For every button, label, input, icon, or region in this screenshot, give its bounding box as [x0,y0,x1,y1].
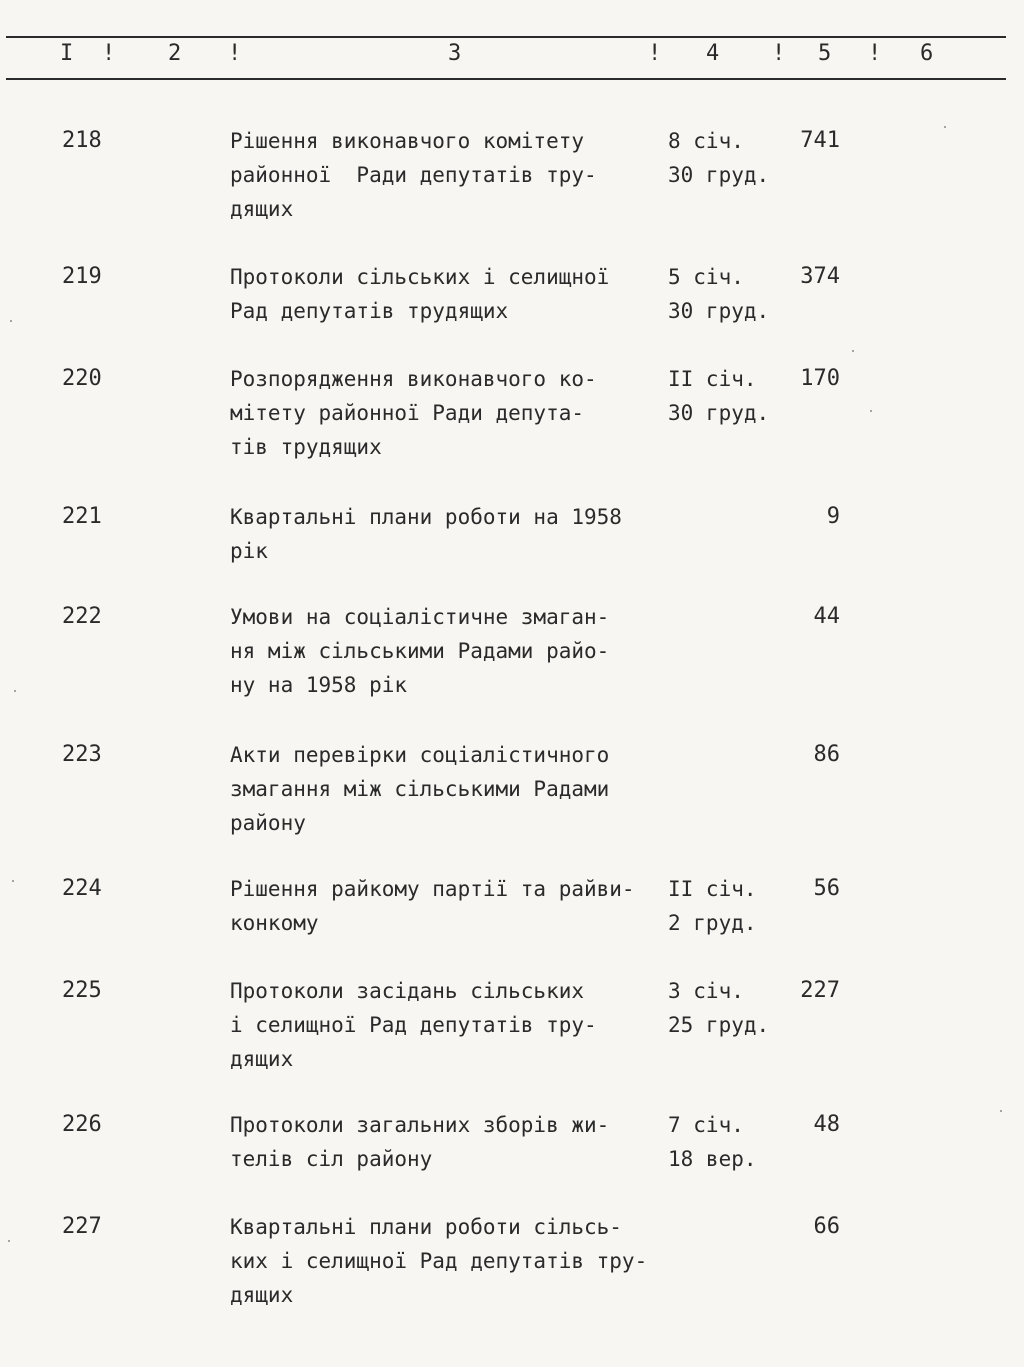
column-header-3: 3 [448,41,462,66]
column-header-6: 6 [920,41,934,66]
description-line: дящих [230,1047,294,1071]
item-description [230,1108,670,1176]
item-description [230,872,670,940]
item-description [230,124,670,226]
column-separator: ! [868,41,882,66]
item-number: 227 [62,1214,102,1239]
description-line: Рішення райкому партії та райви- [230,877,635,901]
column-separator: ! [228,41,242,66]
sheet-count: 56 [813,876,840,901]
date-line: 30 груд. [668,163,770,187]
description-line: Квартальні плани роботи на 1958 [230,505,622,529]
description-line: змагання між сільськими Радами [230,777,610,801]
date-line: 3 січ. [668,979,744,1003]
sheet-count: 227 [800,978,840,1003]
header-bottom-rule [6,78,1006,80]
date-line: 18 вер. [668,1147,757,1171]
paper-speck [10,320,12,322]
item-dates [668,362,769,430]
column-header-1: I [60,41,74,66]
item-number: 224 [62,876,102,901]
item-dates [668,974,769,1042]
date-line: 30 груд. [668,299,770,323]
date-line: 2 груд. [668,911,757,935]
description-line: Квартальні плани роботи сільсь- [230,1215,622,1239]
item-description [230,500,670,568]
description-line: ня між сільськими Радами райо- [230,639,610,663]
column-separator: ! [772,41,786,66]
item-description [230,600,670,702]
description-line: району [230,811,306,835]
item-description [230,260,670,328]
description-line: Умови на соціалістичне змаган- [230,605,610,629]
sheet-count: 9 [826,504,840,529]
description-line: Рад депутатів трудящих [230,299,509,323]
sheet-count: 66 [813,1214,840,1239]
description-line: телів сіл району [230,1147,433,1171]
sheet-count: 48 [813,1112,840,1137]
description-line: конкому [230,911,319,935]
sheet-count: 86 [813,742,840,767]
item-dates [668,260,769,328]
date-line: II січ. [668,367,757,391]
description-line: дящих [230,1283,294,1307]
item-number: 223 [62,742,102,767]
date-line: 7 січ. [668,1113,744,1137]
header-top-rule [6,36,1006,38]
description-line: Акти перевірки соціалістичного [230,743,610,767]
description-line: Протоколи сільських і селищної [230,265,610,289]
paper-speck [852,350,854,352]
date-line: 25 груд. [668,1013,770,1037]
paper-speck [1000,1110,1002,1112]
description-line: дящих [230,197,294,221]
column-header-2: 2 [168,41,182,66]
item-number: 221 [62,504,102,529]
item-description [230,974,670,1076]
item-number: 218 [62,128,102,153]
description-line: рік [230,539,268,563]
item-description [230,1210,670,1312]
item-number: 219 [62,264,102,289]
column-separator: ! [102,41,116,66]
paper-speck [14,690,16,692]
date-line: 30 груд. [668,401,770,425]
description-line: районної Ради депутатів тру- [230,163,597,187]
description-line: і селищної Рад депутатів тру- [230,1013,597,1037]
item-number: 226 [62,1112,102,1137]
item-description [230,738,670,840]
date-line: 5 січ. [668,265,744,289]
description-line: Протоколи засідань сільських [230,979,585,1003]
item-number: 225 [62,978,102,1003]
paper-speck [870,410,872,412]
description-line: тів трудящих [230,435,382,459]
item-number: 220 [62,366,102,391]
sheet-count: 44 [813,604,840,629]
item-dates [668,872,757,940]
item-dates [668,1108,757,1176]
description-line: Розпорядження виконавчого ко- [230,367,597,391]
date-line: 8 січ. [668,129,744,153]
description-line: Рішення виконавчого комітету [230,129,585,153]
paper-speck [12,880,14,882]
description-line: Протоколи загальних зборів жи- [230,1113,610,1137]
date-line: II січ. [668,877,757,901]
description-line: ких і селищної Рад депутатів тру- [230,1249,648,1273]
column-header-5: 5 [818,41,832,66]
item-number: 222 [62,604,102,629]
paper-speck [944,126,946,128]
sheet-count: 741 [800,128,840,153]
sheet-count: 374 [800,264,840,289]
column-header-4: 4 [706,41,720,66]
description-line: мітету районної Ради депута- [230,401,585,425]
paper-speck [8,1240,10,1242]
description-line: ну на 1958 рік [230,673,408,697]
item-dates [668,124,769,192]
column-separator: ! [648,41,662,66]
item-description [230,362,670,464]
sheet-count: 170 [800,366,840,391]
